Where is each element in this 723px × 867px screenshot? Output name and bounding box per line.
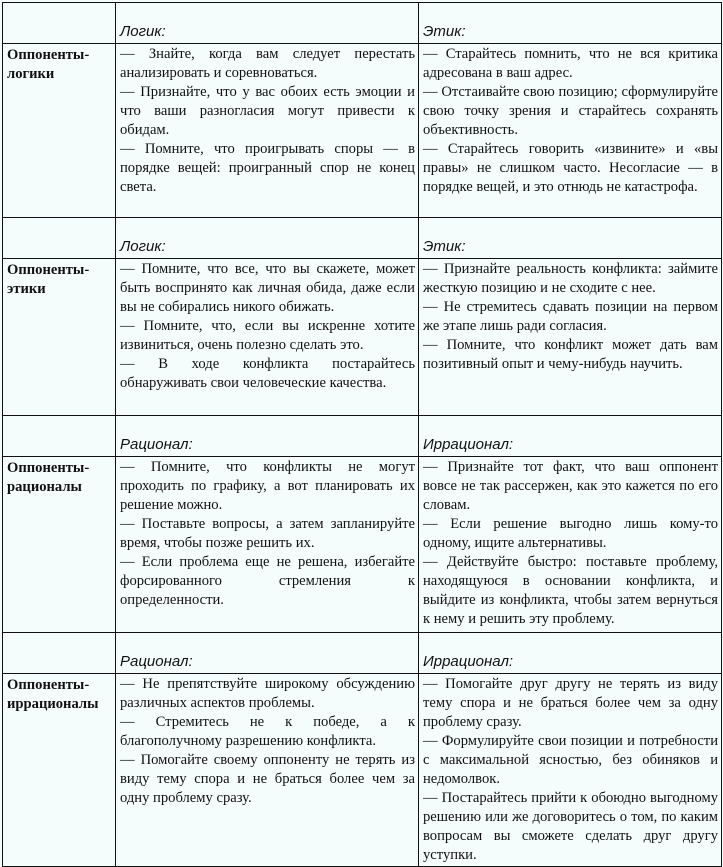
advice-cell-col2 xyxy=(116,457,419,633)
advice-item: — Действуйте быстро: поставьте проблему, находящуюся в основании конфликта, и выйдите из конфликта, чтобы затем вернуться к нему и решить эту проблему. xyxy=(423,554,718,627)
advice-cell-col3 xyxy=(419,674,722,867)
opponent-label: Оппоненты-логики xyxy=(3,44,116,218)
advice-item: — Помогайте друг другу не терять из виду тему спора и не браться более чем за одну проблему сразу. xyxy=(423,676,718,730)
table-row xyxy=(3,44,722,218)
advice-item: — Не стремитесь сдавать позиции на первом же этапе лишь ради согласия. xyxy=(423,299,718,334)
advice-item: — Признайте тот факт, что ваш оппонент вовсе не так рассержен, как это кажется по его словам. xyxy=(423,459,718,513)
advice-item: — Стремитесь не к победе, а к благополучному разрешению конфликта. xyxy=(120,714,415,749)
advice-item: — Старайтесь помнить, что не вся критика адресована в ваш адрес. xyxy=(423,46,718,81)
advice-item: — Помогайте своему оппоненту не терять из виду тему спора и не браться более чем за одну проблему сразу. xyxy=(120,752,415,806)
section-header-row xyxy=(3,633,722,674)
empty-header-cell xyxy=(3,3,116,44)
table-row xyxy=(3,259,722,416)
advice-item: — Постарайтесь прийти к обоюдно выгодному решению или же договоритесь о том, по каким вопросам вы сможете сделать друг другу уступки. xyxy=(423,790,718,863)
section-header-row xyxy=(3,416,722,457)
advice-cell-col3 xyxy=(419,259,722,416)
type-header-col2: Рационал: xyxy=(116,633,419,674)
empty-header-cell xyxy=(3,218,116,259)
table-row xyxy=(3,457,722,633)
advice-item: — Помните, что проигрывать споры — в порядке вещей: проигранный спор не конец света. xyxy=(120,141,415,195)
advice-item: — Если решение выгодно лишь кому-то одному, ищите альтернативы. xyxy=(423,516,718,551)
advice-item: — Помните, что конфликты не могут проходить по графику, а вот планировать их решение можно. xyxy=(120,459,415,513)
section-header-row xyxy=(3,3,722,44)
advice-item: — Поставьте вопросы, а затем запланируйте время, чтобы позже решить их. xyxy=(120,516,415,551)
advice-cell-col2 xyxy=(116,674,419,867)
opponent-label: Оппоненты-иррационалы xyxy=(3,674,116,867)
opponent-label: Оппоненты-рационалы xyxy=(3,457,116,633)
empty-header-cell xyxy=(3,633,116,674)
advice-item: — Помните, что, если вы искренне хотите извиниться, очень полезно сделать это. xyxy=(120,318,415,353)
type-header-col2: Логик: xyxy=(116,218,419,259)
table-row xyxy=(3,674,722,867)
advice-item: — В ходе конфликта постарайтесь обнаруживать свои человеческие качества. xyxy=(120,356,415,391)
type-header-col2: Рационал: xyxy=(116,416,419,457)
type-header-col2: Логик: xyxy=(116,3,419,44)
empty-header-cell xyxy=(3,416,116,457)
advice-cell-col2 xyxy=(116,259,419,416)
advice-item: — Знайте, когда вам следует перестать анализировать и соревноваться. xyxy=(120,46,415,81)
advice-item: — Не препятствуйте широкому обсуждению различных аспектов проблемы. xyxy=(120,676,415,711)
opponent-label: Оппоненты-этики xyxy=(3,259,116,416)
advice-item: — Если проблема еще не решена, избегайте форсированного стремления к определенности. xyxy=(120,554,415,608)
advice-item: — Старайтесь говорить «извините» и «вы правы» не слишком часто. Несогласие — в порядке вещей, и это отнюдь не катастрофа. xyxy=(423,141,718,195)
type-header-col3: Этик: xyxy=(419,3,722,44)
type-header-col3: Этик: xyxy=(419,218,722,259)
type-header-col3: Иррационал: xyxy=(419,416,722,457)
conflict-advice-table xyxy=(2,2,722,867)
type-header-col3: Иррационал: xyxy=(419,633,722,674)
advice-item: — Признайте реальность конфликта: займите жесткую позицию и не сходите с нее. xyxy=(423,261,718,296)
advice-cell-col3 xyxy=(419,457,722,633)
advice-item: — Формулируйте свои позиции и потребности с максимальной ясностью, без обиняков и недомолвок. xyxy=(423,733,718,787)
section-header-row xyxy=(3,218,722,259)
advice-item: — Помните, что конфликт может дать вам позитивный опыт и чему-нибудь научить. xyxy=(423,337,718,372)
advice-item: — Признайте, что у вас обоих есть эмоции и что ваши разногласия могут привести к обидам. xyxy=(120,84,415,138)
advice-cell-col3 xyxy=(419,44,722,218)
advice-cell-col2 xyxy=(116,44,419,218)
advice-item: — Отстаивайте свою позицию; сформулируйте свою точку зрения и старайтесь сохранять объективность. xyxy=(423,84,718,138)
advice-item: — Помните, что все, что вы скажете, может быть воспринято как личная обида, даже если вы не собирались никого обижать. xyxy=(120,261,415,315)
